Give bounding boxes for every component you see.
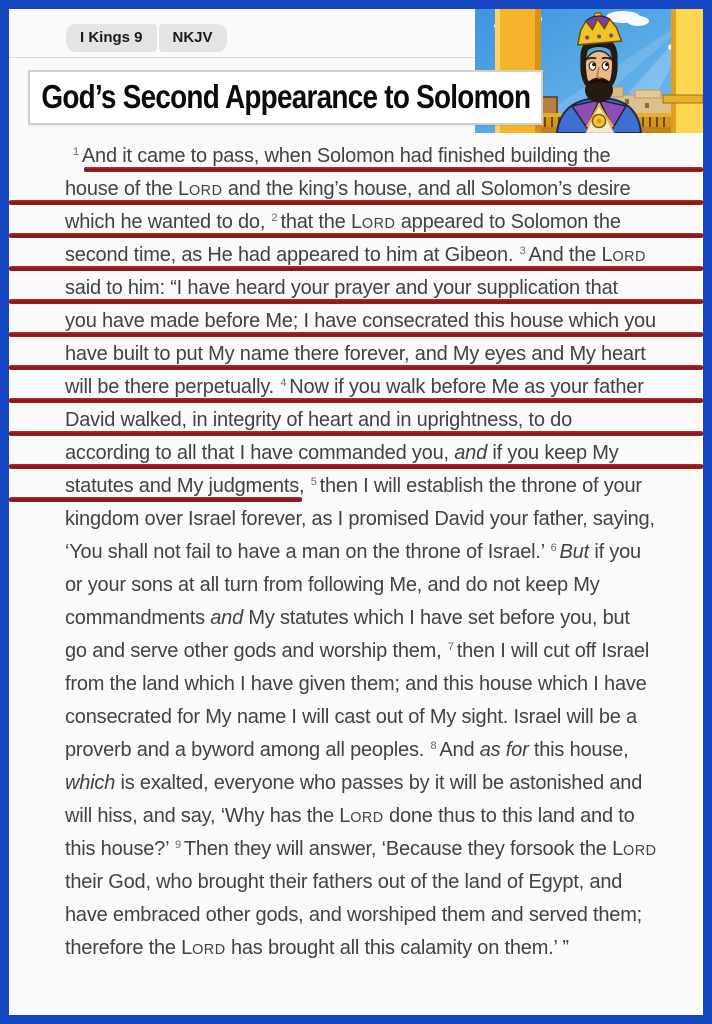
- italic-word: and: [210, 607, 244, 629]
- verse-line: or your sons at all turn from following Me, and do not keep My: [65, 574, 600, 596]
- verse-number: 8: [430, 740, 437, 752]
- verse-line: therefore the LORD has brought all this calamity on them.’ ”: [65, 937, 569, 959]
- lord-smallcaps: LORD: [601, 244, 646, 266]
- book-chapter-button[interactable]: I Kings 9: [66, 24, 157, 52]
- red-underline: [9, 497, 302, 502]
- verse-line: $^1$ And it came to pass, when Solomon had finished building the: [9, 140, 703, 173]
- italic-word: But: [559, 541, 589, 563]
- verse-number: 9: [174, 839, 181, 851]
- verse-line: you have made before Me; I have consecrated this house which you: [9, 305, 703, 338]
- red-underline: [9, 431, 703, 436]
- version-button[interactable]: NKJV: [159, 24, 227, 52]
- page-title: God’s Second Appearance to Solomon: [41, 78, 530, 116]
- verse-line: will hiss, and say, ‘Why has the LORD done thus to this land and to: [65, 805, 635, 827]
- red-underline: [9, 332, 703, 337]
- scripture-passage: [9, 140, 703, 965]
- red-underline: [9, 233, 703, 238]
- verse-line: kingdom over Israel forever, as I promised David your father, saying,: [65, 508, 655, 530]
- red-underline: [9, 266, 703, 271]
- verse-line: consecrated for My name I will cast out of My sight. Israel will be a: [65, 706, 637, 728]
- top-edge-line: [0, 0, 712, 3]
- lord-smallcaps: LORD: [181, 937, 226, 959]
- verse-line: David walked, in integrity of heart and in uprightness, to do: [9, 404, 703, 437]
- red-underline: [84, 167, 703, 172]
- lord-smallcaps: LORD: [612, 838, 657, 860]
- italic-word: which: [65, 772, 116, 794]
- red-underline: [9, 398, 703, 403]
- verse-number: 3: [519, 245, 526, 257]
- verse-number: 6: [550, 542, 557, 554]
- verse-line: house of the LORD and the king’s house, and all Solomon’s desire: [9, 173, 703, 206]
- verse-number: 2: [271, 212, 278, 224]
- lord-smallcaps: LORD: [339, 805, 384, 827]
- title-banner: [28, 70, 543, 125]
- verse-line: which he wanted to do, $^2$ that the LORD appeared to Solomon the: [9, 206, 703, 239]
- verse-line: their God, who brought their fathers out of the land of Egypt, and: [65, 871, 623, 893]
- verse-number: 1: [73, 146, 79, 158]
- verse-line: ‘You shall not fail to have a man on the throne of Israel.’ $^6$ But if you: [65, 541, 641, 563]
- verse-line: have embraced other gods, and worshiped them and served them;: [65, 904, 643, 926]
- lord-smallcaps: LORD: [350, 211, 396, 233]
- verse-line: this house?’ $^9$ Then they will answer, ‘Because they forsook the LORD: [65, 838, 657, 860]
- red-underline: [9, 365, 703, 370]
- italic-word: as for: [479, 739, 529, 761]
- verse-line: commandments and My statutes which I have set before you, but: [65, 607, 630, 629]
- italic-word: and: [454, 442, 487, 464]
- red-underline: [9, 200, 703, 205]
- header-divider: [9, 57, 475, 58]
- reference-segmented-control: [66, 24, 227, 52]
- verse-number: 5: [310, 476, 317, 488]
- bottom-edge-line: [0, 1020, 712, 1022]
- verse-line: said to him: “I have heard your prayer and your supplication that: [9, 272, 703, 305]
- verse-line: statutes and My judgments, $^5$ then I will establish the throne of your: [9, 470, 703, 503]
- verse-line: according to all that I have commanded you, and if you keep My: [9, 437, 703, 470]
- verse-line: from the land which I have given them; and this house which I have: [65, 673, 647, 695]
- verse-line: proverb and a byword among all peoples. $^8$ And as for this house,: [65, 739, 629, 761]
- verse-line: which is exalted, everyone who passes by it will be astonished and: [65, 772, 643, 794]
- verse-line: have built to put My name there forever, and My eyes and My heart: [9, 338, 703, 371]
- verse-number: 7: [447, 641, 454, 653]
- red-underline: [9, 464, 703, 469]
- verse-line: go and serve other gods and worship them, $^7$ then I will cut off Israel: [65, 640, 650, 662]
- lord-smallcaps: LORD: [178, 178, 223, 200]
- verse-line: second time, as He had appeared to him at Gibeon. $^3$ And the LORD: [9, 239, 703, 272]
- verse-line: will be there perpetually. $^4$ Now if you walk before Me as your father: [9, 371, 703, 404]
- verse-number: 4: [280, 377, 287, 389]
- red-underline: [9, 299, 703, 304]
